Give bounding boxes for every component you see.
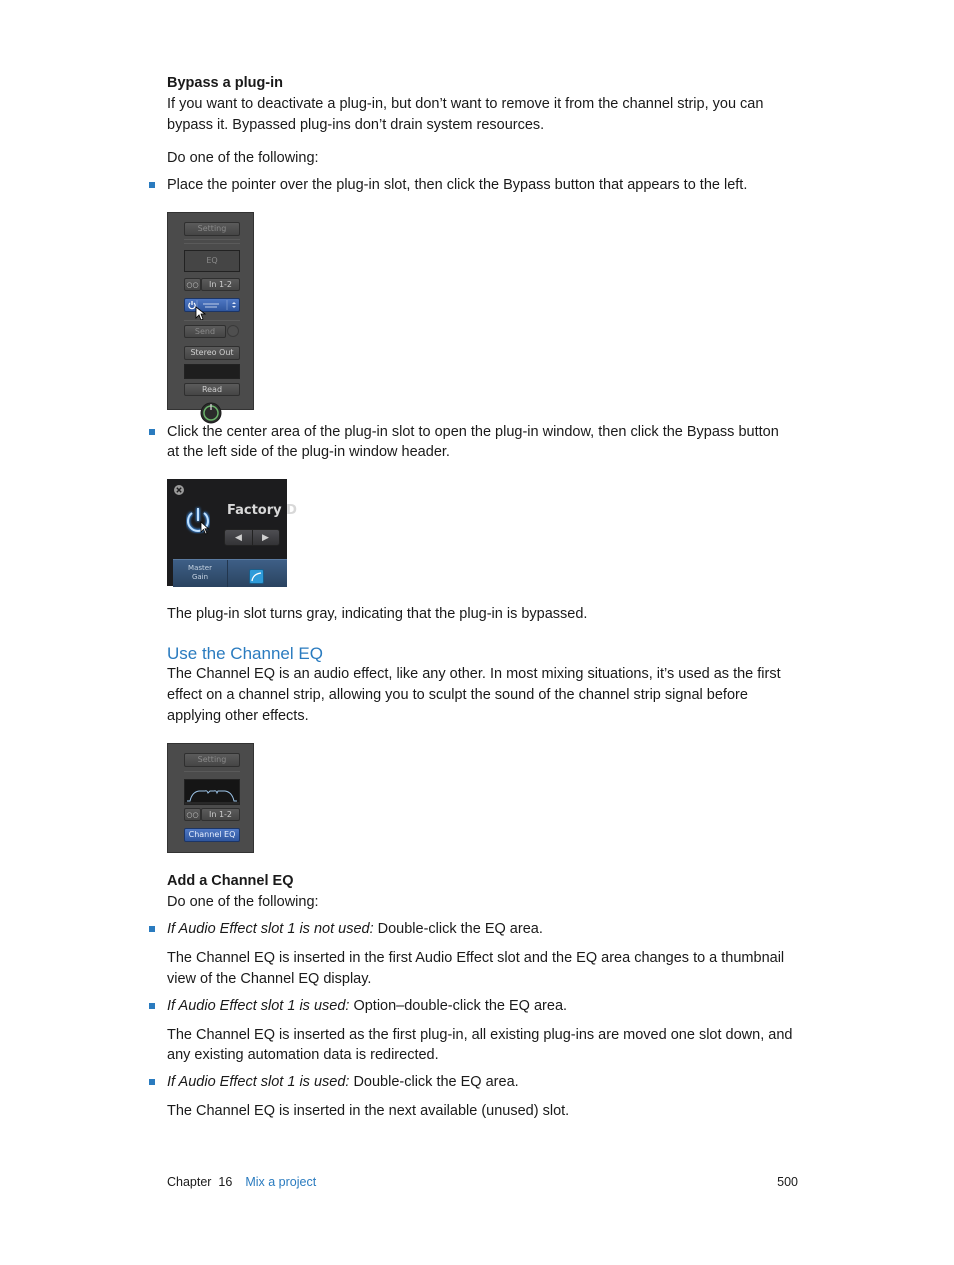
- bullet-text: Place the pointer over the plug-in slot, then click the Bypass button that appears to the left.: [167, 177, 748, 193]
- preset-arrows: [224, 529, 280, 546]
- preset-name[interactable]: Factory D: [227, 503, 297, 518]
- action-text: Double-click the EQ area.: [349, 1074, 519, 1090]
- divider: [184, 243, 240, 244]
- filter-curve-icon: [250, 570, 263, 583]
- link-circles-icon: ○○: [186, 281, 199, 289]
- result-text: any existing automation data is redirected.: [167, 1047, 439, 1063]
- section-title-bypass: Bypass a plug-in: [167, 75, 284, 91]
- bullet-text: Click the center area of the plug-in slot to open the plug-in window, then click the Bypass button: [167, 424, 779, 440]
- output-slot[interactable]: Stereo Out: [184, 346, 240, 360]
- section-title-add-eq: Add a Channel EQ: [167, 873, 294, 889]
- paragraph-line: If you want to deactivate a plug-in, but don’t want to remove it from the channel strip, you can: [167, 96, 764, 112]
- channel-eq-slot[interactable]: Channel EQ: [184, 828, 240, 842]
- result-text: The Channel EQ is inserted as the first plug-in, all existing plug-ins are moved one slot down, and: [167, 1027, 793, 1043]
- result-text: The Channel EQ is inserted in the next available (unused) slot.: [167, 1103, 570, 1119]
- condition-text: If Audio Effect slot 1 is used:: [167, 1074, 350, 1090]
- section-heading-channel-eq: Use the Channel EQ: [167, 644, 323, 663]
- input-slot[interactable]: In 1-2: [201, 808, 240, 821]
- paragraph-line: applying other effects.: [167, 708, 309, 724]
- next-preset-button[interactable]: ▶: [262, 532, 269, 542]
- paragraph-line: effect on a channel strip, allowing you to sculpt the sound of the channel strip signal before: [167, 687, 748, 703]
- bullet-text: [167, 1072, 807, 1093]
- condition-text: If Audio Effect slot 1 is not used:: [167, 921, 374, 937]
- input-slot[interactable]: In 1-2: [201, 278, 240, 291]
- channel-strip-screenshot: [167, 212, 254, 410]
- instruction-text: Do one of the following:: [167, 894, 319, 910]
- audio-effect-slot[interactable]: [184, 298, 240, 312]
- page-number: 500: [777, 1175, 798, 1189]
- group-slot[interactable]: [184, 364, 240, 379]
- automation-mode-button[interactable]: Read: [184, 383, 240, 396]
- master-gain-line: Gain: [191, 573, 209, 581]
- bullet-text: [167, 919, 807, 940]
- plugin-control-bar: [173, 559, 287, 587]
- action-text: Double-click the EQ area.: [373, 921, 543, 937]
- bullet-square-icon: [149, 182, 155, 188]
- eq-area[interactable]: [184, 250, 240, 272]
- send-slot[interactable]: Send: [184, 325, 226, 338]
- instruction-text: Do one of the following:: [167, 150, 319, 166]
- paragraph-line: bypass it. Bypassed plug-ins don’t drain system resources.: [167, 117, 545, 133]
- eq-label: EQ: [206, 256, 218, 265]
- result-text: The plug-in slot turns gray, indicating that the plug-in is bypassed.: [167, 606, 588, 622]
- bullet-square-icon: [149, 1003, 155, 1009]
- bullet-square-icon: [149, 926, 155, 932]
- link-circles-icon: ○○: [186, 811, 199, 819]
- mouse-pointer-icon: [200, 521, 211, 535]
- eq-curve-graphic: [185, 780, 239, 804]
- bullet-square-icon: [149, 1079, 155, 1085]
- setting-button[interactable]: Setting: [184, 753, 240, 767]
- bullet-square-icon: [149, 429, 155, 435]
- chapter-number: Chapter 16: [167, 1175, 233, 1189]
- send-level-knob[interactable]: [227, 325, 239, 337]
- footer-chapter: [167, 1174, 316, 1190]
- input-format-button[interactable]: [184, 808, 201, 821]
- master-gain-line: Master: [188, 564, 212, 572]
- divider: [184, 239, 240, 240]
- setting-button[interactable]: Setting: [184, 222, 240, 236]
- pan-knob-icon[interactable]: [196, 401, 226, 411]
- chapter-title-link[interactable]: Mix a project: [245, 1175, 317, 1189]
- result-text: The Channel EQ is inserted in the first Audio Effect slot and the EQ area changes to a thumbnail: [167, 950, 785, 966]
- divider: [184, 771, 240, 772]
- input-format-button[interactable]: [184, 278, 201, 291]
- bullet-text: at the left side of the plug-in window header.: [167, 444, 450, 460]
- previous-preset-button[interactable]: ◀: [225, 530, 253, 545]
- close-icon[interactable]: [173, 484, 185, 496]
- action-text: Option–double-click the EQ area.: [349, 998, 568, 1014]
- eq-thumbnail[interactable]: [184, 779, 240, 805]
- divider: [227, 560, 228, 587]
- bullet-text: [167, 996, 807, 1017]
- filter-curve-button[interactable]: [249, 569, 264, 584]
- plugin-window-screenshot: [167, 479, 297, 586]
- channel-eq-strip-screenshot: [167, 743, 254, 853]
- divider: [184, 320, 240, 321]
- paragraph-line: The Channel EQ is an audio effect, like any other. In most mixing situations, it’s used as the first: [167, 666, 781, 682]
- master-gain-label: [179, 564, 221, 582]
- condition-text: If Audio Effect slot 1 is used:: [167, 998, 350, 1014]
- result-text: view of the Channel EQ display.: [167, 971, 372, 987]
